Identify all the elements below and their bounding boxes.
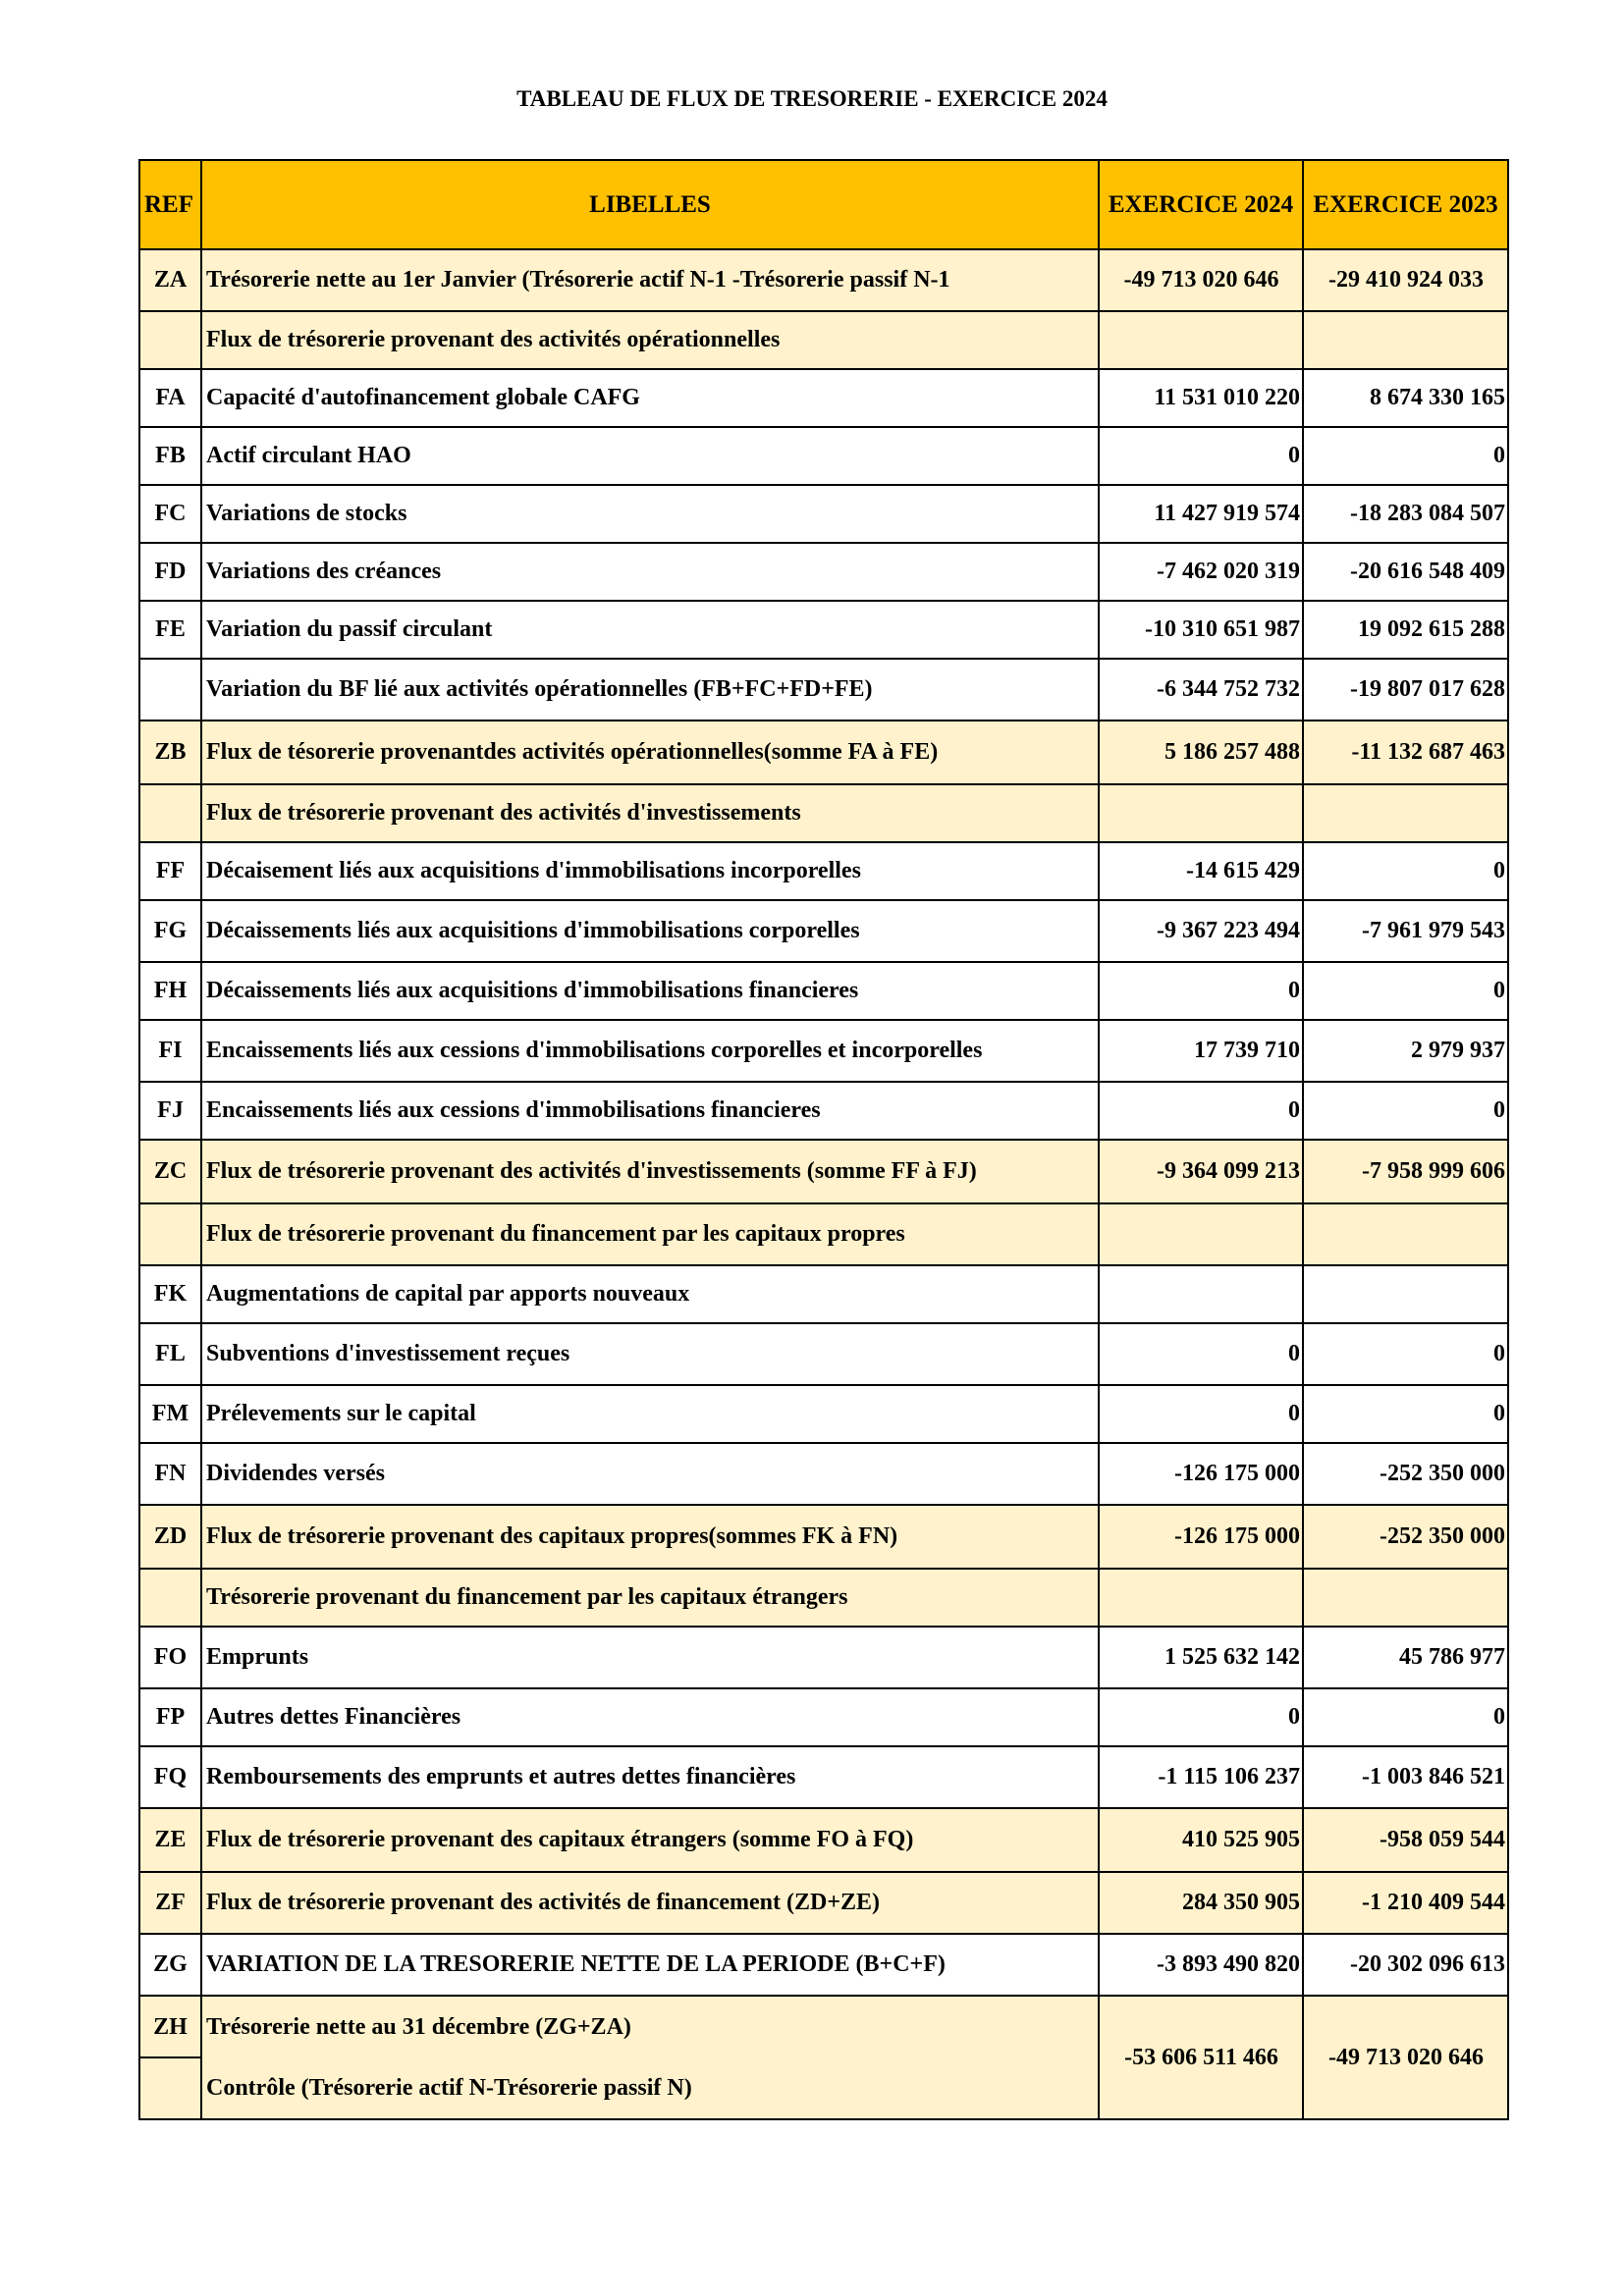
- row-label: Variations des créances: [201, 543, 1099, 601]
- row-value-2024: 0: [1099, 1082, 1303, 1140]
- table-row-fb: [139, 427, 1508, 485]
- table-row-section-investissements: [139, 784, 1508, 842]
- row-label: Flux de trésorerie provenant du financement par les capitaux propres: [201, 1203, 1099, 1265]
- row-value-2024: -9 367 223 494: [1099, 900, 1303, 962]
- row-value-2023: [1303, 1265, 1508, 1323]
- table-row-fd: [139, 543, 1508, 601]
- row-value-2024: 284 350 905: [1099, 1872, 1303, 1934]
- row-label: Emprunts: [201, 1627, 1099, 1688]
- row-label: Décaissements liés aux acquisitions d'immobilisations financieres: [201, 962, 1099, 1020]
- row-label: Décaissements liés aux acquisitions d'immobilisations corporelles: [201, 900, 1099, 962]
- row-label: Prélevements sur le capital: [201, 1385, 1099, 1443]
- cash-flow-table: [138, 159, 1509, 2120]
- row-value-2023: 2 979 937: [1303, 1020, 1508, 1082]
- table-row-zc: [139, 1140, 1508, 1203]
- row-value-2023: -252 350 000: [1303, 1443, 1508, 1505]
- row-label: Trésorerie nette au 31 décembre (ZG+ZA): [201, 1996, 1099, 2057]
- row-ref: FB: [139, 427, 201, 485]
- row-ref: ZH: [139, 1996, 201, 2057]
- row-label: Contrôle (Trésorerie actif N-Trésorerie passif N): [201, 2057, 1099, 2119]
- header-ref: REF: [139, 160, 201, 249]
- row-value-2023: -11 132 687 463: [1303, 721, 1508, 784]
- row-ref: FE: [139, 601, 201, 659]
- row-ref: FA: [139, 369, 201, 427]
- table-row-zg: [139, 1934, 1508, 1996]
- table-row-section-capitaux-propres: [139, 1203, 1508, 1265]
- row-value-2024: 0: [1099, 962, 1303, 1020]
- row-label: Capacité d'autofinancement globale CAFG: [201, 369, 1099, 427]
- row-value-2024: [1099, 1569, 1303, 1627]
- table-row-zf: [139, 1872, 1508, 1934]
- row-value-2024: -10 310 651 987: [1099, 601, 1303, 659]
- row-value-2024: [1099, 1265, 1303, 1323]
- table-row-variation-bf: [139, 659, 1508, 721]
- row-value-2023: 0: [1303, 1323, 1508, 1385]
- row-value-2024: -49 713 020 646: [1099, 249, 1303, 311]
- row-label: Encaissements liés aux cessions d'immobilisations corporelles et incorporelles: [201, 1020, 1099, 1082]
- table-row-fp: [139, 1688, 1508, 1746]
- row-label: Actif circulant HAO: [201, 427, 1099, 485]
- row-value-2024: -7 462 020 319: [1099, 543, 1303, 601]
- row-ref: [139, 1569, 201, 1627]
- row-ref: [139, 784, 201, 842]
- row-label: Dividendes versés: [201, 1443, 1099, 1505]
- row-ref: FD: [139, 543, 201, 601]
- row-value-2023: 19 092 615 288: [1303, 601, 1508, 659]
- row-value-2024: -14 615 429: [1099, 842, 1303, 900]
- row-value-2024: -6 344 752 732: [1099, 659, 1303, 721]
- table-row-zh: [139, 1996, 1508, 2057]
- row-ref: [139, 1203, 201, 1265]
- row-label: Flux de trésorerie provenant des capitaux étrangers (somme FO à FQ): [201, 1808, 1099, 1872]
- table-row-fl: [139, 1323, 1508, 1385]
- row-ref: FQ: [139, 1746, 201, 1808]
- table-row-section-operationnelles: [139, 311, 1508, 369]
- page-title: TABLEAU DE FLUX DE TRESORERIE - EXERCICE 2024: [516, 86, 1108, 111]
- row-value-2023: -7 958 999 606: [1303, 1140, 1508, 1203]
- row-value-2023: 0: [1303, 842, 1508, 900]
- row-label: Subventions d'investissement reçues: [201, 1323, 1099, 1385]
- row-label: Flux de trésorerie provenant des activités d'investissements: [201, 784, 1099, 842]
- row-value-2023: 0: [1303, 427, 1508, 485]
- header-exercice-2024: EXERCICE 2024: [1099, 160, 1303, 249]
- table-row-ff: [139, 842, 1508, 900]
- row-value-2023: [1303, 1569, 1508, 1627]
- row-ref: FI: [139, 1020, 201, 1082]
- row-value-2023: -29 410 924 033: [1303, 249, 1508, 311]
- table-header-row: [139, 160, 1508, 249]
- row-ref: [139, 659, 201, 721]
- row-ref: FP: [139, 1688, 201, 1746]
- row-value-2023: -20 302 096 613: [1303, 1934, 1508, 1996]
- row-ref: ZF: [139, 1872, 201, 1934]
- row-label: Flux de trésorerie provenant des activités de financement (ZD+ZE): [201, 1872, 1099, 1934]
- table-row-section-capitaux-etrangers: [139, 1569, 1508, 1627]
- row-label: Variation du passif circulant: [201, 601, 1099, 659]
- row-label: Flux de trésorerie provenant des activités opérationnelles: [201, 311, 1099, 369]
- row-value-2024: [1099, 1203, 1303, 1265]
- row-value-2024: [1099, 784, 1303, 842]
- table-row-fc: [139, 485, 1508, 543]
- table-row-fh: [139, 962, 1508, 1020]
- row-value-2023: -252 350 000: [1303, 1505, 1508, 1569]
- row-value-2024: -53 606 511 466: [1099, 1996, 1303, 2119]
- row-label: Flux de trésorerie provenant des activités d'investissements (somme FF à FJ): [201, 1140, 1099, 1203]
- row-value-2023: [1303, 311, 1508, 369]
- row-value-2023: -7 961 979 543: [1303, 900, 1508, 962]
- row-ref: FK: [139, 1265, 201, 1323]
- table-row-fk: [139, 1265, 1508, 1323]
- row-value-2024: [1099, 311, 1303, 369]
- row-value-2024: 11 427 919 574: [1099, 485, 1303, 543]
- row-label: Variation du BF lié aux activités opérationnelles (FB+FC+FD+FE): [201, 659, 1099, 721]
- row-label: Remboursements des emprunts et autres dettes financières: [201, 1746, 1099, 1808]
- row-value-2024: -9 364 099 213: [1099, 1140, 1303, 1203]
- row-value-2023: 0: [1303, 962, 1508, 1020]
- row-value-2024: -1 115 106 237: [1099, 1746, 1303, 1808]
- table-row-fo: [139, 1627, 1508, 1688]
- row-label: Trésorerie provenant du financement par les capitaux étrangers: [201, 1569, 1099, 1627]
- row-value-2024: 17 739 710: [1099, 1020, 1303, 1082]
- table-row-fg: [139, 900, 1508, 962]
- row-value-2023: [1303, 784, 1508, 842]
- row-label: Augmentations de capital par apports nouveaux: [201, 1265, 1099, 1323]
- row-value-2024: -3 893 490 820: [1099, 1934, 1303, 1996]
- row-ref: FJ: [139, 1082, 201, 1140]
- row-ref: FL: [139, 1323, 201, 1385]
- table-row-zb: [139, 721, 1508, 784]
- row-value-2023: 0: [1303, 1385, 1508, 1443]
- row-ref: ZC: [139, 1140, 201, 1203]
- row-label: Variations de stocks: [201, 485, 1099, 543]
- row-label: Autres dettes Financières: [201, 1688, 1099, 1746]
- row-value-2023: -958 059 544: [1303, 1808, 1508, 1872]
- row-value-2024: -126 175 000: [1099, 1505, 1303, 1569]
- table-row-fm: [139, 1385, 1508, 1443]
- row-value-2024: 5 186 257 488: [1099, 721, 1303, 784]
- row-ref: FH: [139, 962, 201, 1020]
- row-ref: FG: [139, 900, 201, 962]
- header-libelles: LIBELLES: [201, 160, 1099, 249]
- row-value-2024: 0: [1099, 1323, 1303, 1385]
- row-value-2023: -49 713 020 646: [1303, 1996, 1508, 2119]
- row-ref: FN: [139, 1443, 201, 1505]
- row-value-2023: 8 674 330 165: [1303, 369, 1508, 427]
- row-ref: ZB: [139, 721, 201, 784]
- row-value-2023: -19 807 017 628: [1303, 659, 1508, 721]
- row-ref: ZG: [139, 1934, 201, 1996]
- row-value-2024: -126 175 000: [1099, 1443, 1303, 1505]
- row-value-2023: -1 210 409 544: [1303, 1872, 1508, 1934]
- row-ref: ZA: [139, 249, 201, 311]
- row-ref: FO: [139, 1627, 201, 1688]
- row-label: Décaisement liés aux acquisitions d'immobilisations incorporelles: [201, 842, 1099, 900]
- row-ref: ZE: [139, 1808, 201, 1872]
- table-row-fa: [139, 369, 1508, 427]
- header-exercice-2023: EXERCICE 2023: [1303, 160, 1508, 249]
- row-ref: FM: [139, 1385, 201, 1443]
- row-ref: [139, 311, 201, 369]
- table-row-fn: [139, 1443, 1508, 1505]
- row-label: Flux de tésorerie provenantdes activités opérationnelles(somme FA à FE): [201, 721, 1099, 784]
- row-value-2024: 1 525 632 142: [1099, 1627, 1303, 1688]
- row-ref: ZD: [139, 1505, 201, 1569]
- row-value-2023: -20 616 548 409: [1303, 543, 1508, 601]
- row-label: Encaissements liés aux cessions d'immobilisations financieres: [201, 1082, 1099, 1140]
- table-row-ze: [139, 1808, 1508, 1872]
- row-label: VARIATION DE LA TRESORERIE NETTE DE LA PERIODE (B+C+F): [201, 1934, 1099, 1996]
- table-row-fe: [139, 601, 1508, 659]
- row-value-2024: 0: [1099, 1688, 1303, 1746]
- table-row-za: [139, 249, 1508, 311]
- row-label: Trésorerie nette au 1er Janvier (Trésorerie actif N-1 -Trésorerie passif N-1: [201, 249, 1099, 311]
- row-value-2023: -18 283 084 507: [1303, 485, 1508, 543]
- row-value-2023: [1303, 1203, 1508, 1265]
- row-ref: FC: [139, 485, 201, 543]
- table-row-fj: [139, 1082, 1508, 1140]
- table-row-zd: [139, 1505, 1508, 1569]
- table-row-fq: [139, 1746, 1508, 1808]
- row-value-2024: 11 531 010 220: [1099, 369, 1303, 427]
- row-value-2023: 0: [1303, 1082, 1508, 1140]
- table-row-fi: [139, 1020, 1508, 1082]
- row-value-2024: 0: [1099, 1385, 1303, 1443]
- row-label: Flux de trésorerie provenant des capitaux propres(sommes FK à FN): [201, 1505, 1099, 1569]
- row-value-2024: 0: [1099, 427, 1303, 485]
- row-value-2023: 45 786 977: [1303, 1627, 1508, 1688]
- row-ref: FF: [139, 842, 201, 900]
- row-value-2023: 0: [1303, 1688, 1508, 1746]
- row-ref: [139, 2057, 201, 2119]
- row-value-2024: 410 525 905: [1099, 1808, 1303, 1872]
- row-value-2023: -1 003 846 521: [1303, 1746, 1508, 1808]
